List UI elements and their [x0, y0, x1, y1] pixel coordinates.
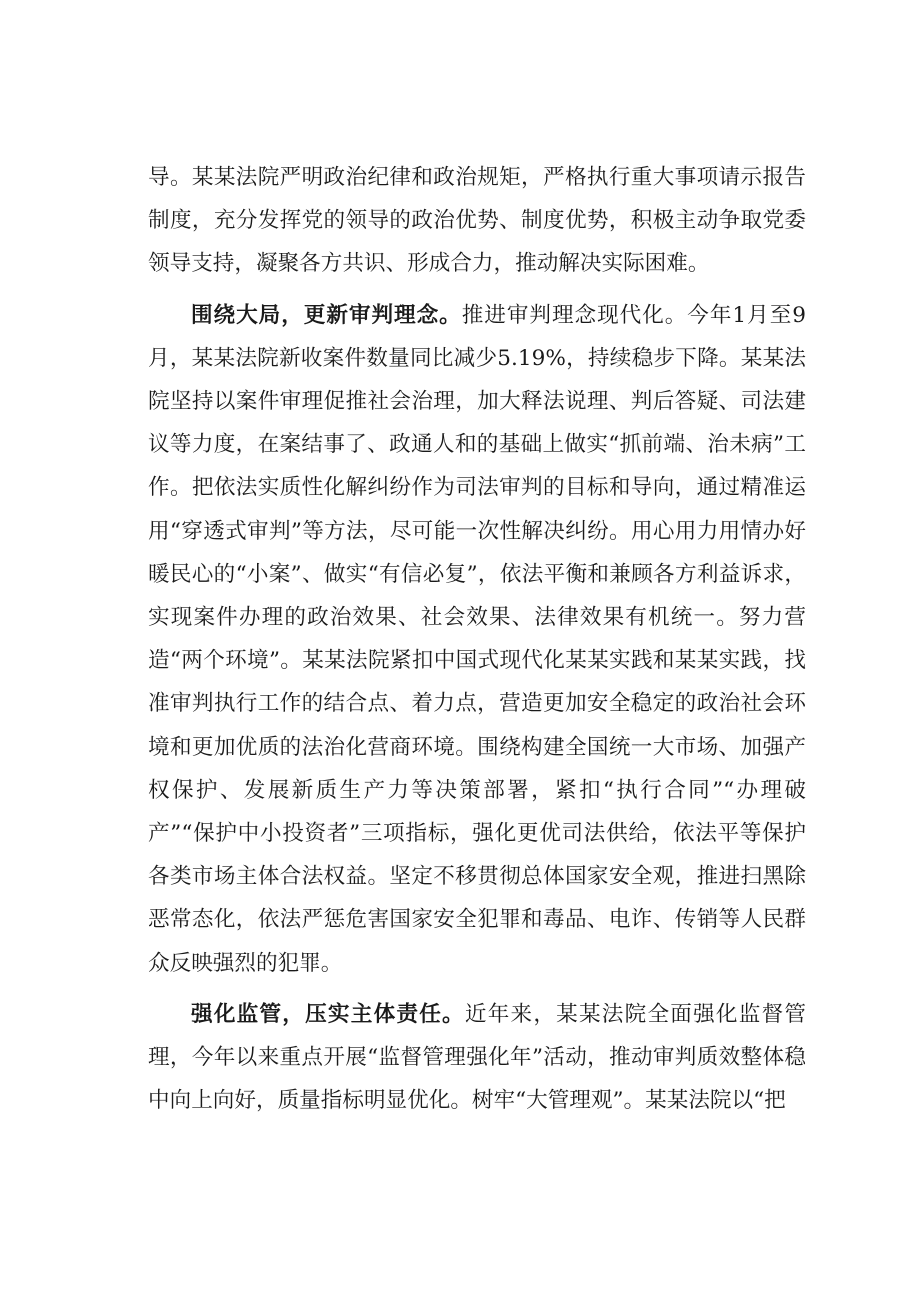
paragraph-2-text: 推进审判理念现代化。今年1月至9月，某某法院新收案件数量同比减少5.19%，持续稳步下降。某某法院坚持以案件审理促推社会治理，加大释法说理、判后答疑、司法建议等力度，在案结事了、政通人和的基础上做实“抓前端、治未病”工作。把依法实质性化解纠纷作为司法审判的目标和导向，通过精准运用“穿透式审判”等方法，尽可能一次性解决纠纷。用心用力用情办好暖民心的“小案”、做实“有信必复”，依法平衡和兼顾各方利益诉求，实现案件办理的政治效果、社会效果、法律效果有机统一。努力营造“两个环境”。某某法院紧扣中国式现代化某某实践和某某实践，找准审判执行工作的结合点、着力点，营造更加安全稳定的政治社会环境和更加优质的法治化营商环境。围绕构建全国统一大市场、加强产权保护、发展新质生产力等决策部署，紧扣“执行合同”“办理破产”“保护中小投资者”三项指标，强化更优司法供给，依法平等保护各类市场主体合法权益。坚定不移贯彻总体国家安全观，推进扫黑除恶常态化，依法严惩危害国家安全犯罪和毒品、电诈、传销等人民群众反映强烈的犯罪。	[148, 302, 806, 976]
paragraph-3-text: 近年来，某某法院全面强化监督管理，今年以来重点开展“监督管理强化年”活动，推动审判质效整体稳中向上向好，质量指标明显优化。树牢“大管理观”。某某法院以“把	[148, 1001, 806, 1114]
paragraph-3	[148, 993, 806, 1123]
paragraph-3-heading: 强化监管，压实主体责任。	[191, 1001, 465, 1027]
paragraph-1	[148, 156, 806, 286]
paragraph-2-heading: 围绕大局，更新审判理念。	[191, 302, 462, 328]
paragraph-2	[148, 294, 806, 985]
paragraph-1-text: 导。某某法院严明政治纪律和政治规矩，严格执行重大事项请示报告制度，充分发挥党的领导的政治优势、制度优势，积极主动争取党委领导支持，凝聚各方共识、形成合力，推动解决实际困难。	[148, 165, 806, 277]
document-body	[148, 156, 806, 1122]
